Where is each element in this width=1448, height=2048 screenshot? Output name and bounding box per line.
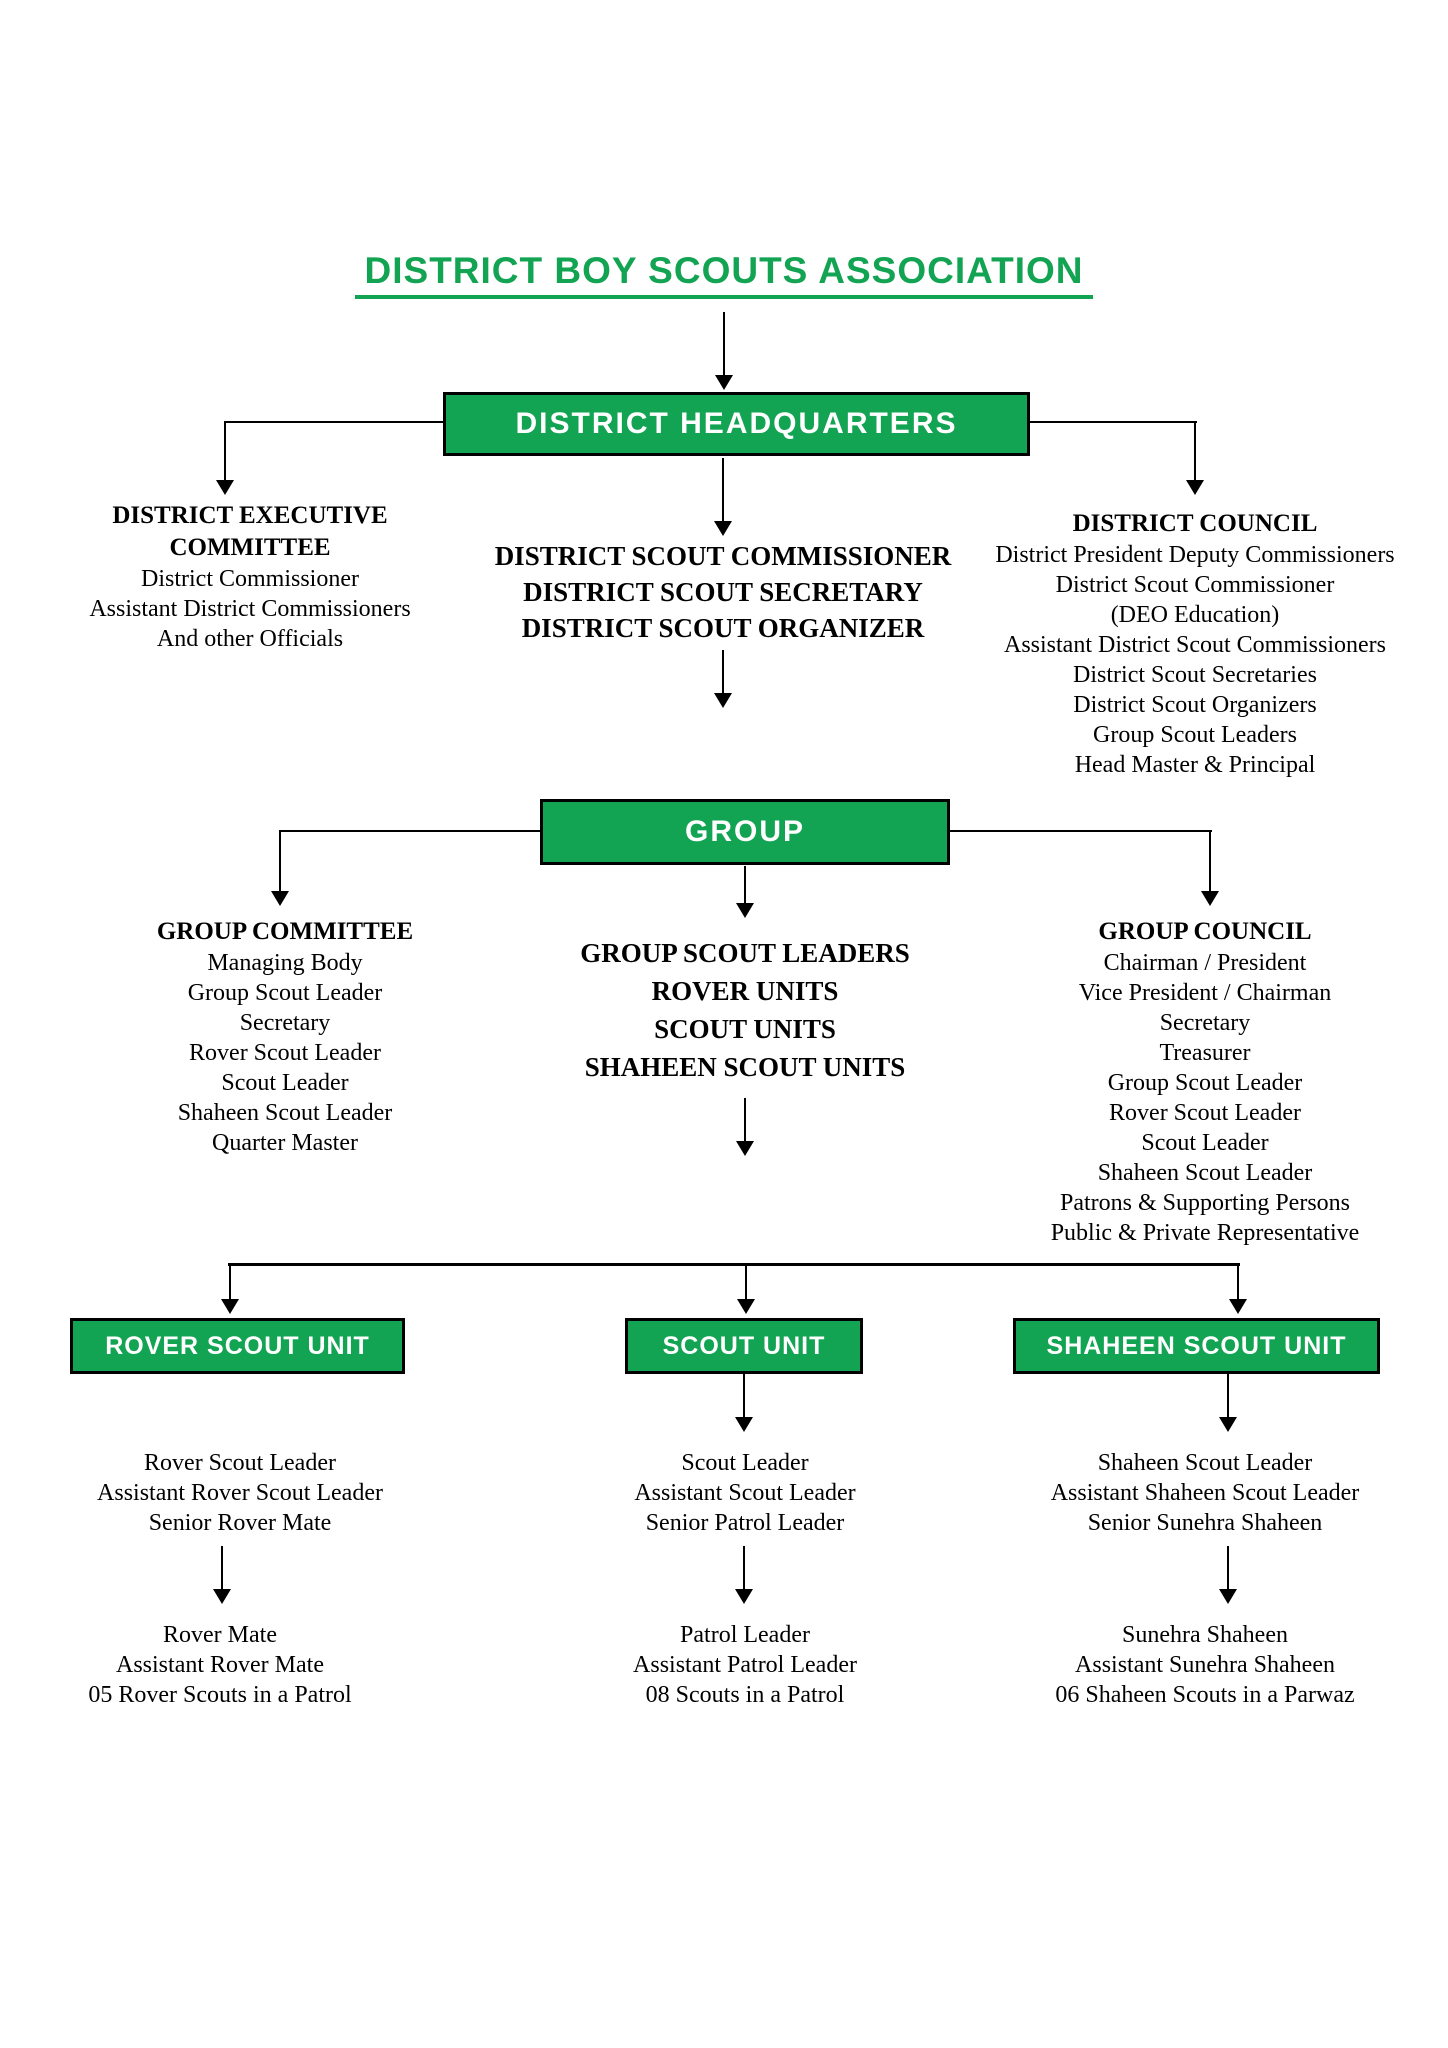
connector-group-left (280, 830, 540, 832)
shaheen-unit-member: Sunehra Shaheen (1122, 1622, 1288, 1648)
group-committee-member: Scout Leader (221, 1070, 349, 1096)
group-committee-member: Rover Scout Leader (189, 1040, 381, 1066)
arrow-to-district-officials (714, 458, 732, 536)
group-council-member: Shaheen Scout Leader (1097, 1160, 1313, 1186)
district-executive-committee-block (40, 500, 460, 654)
arrow-units-to-branches (736, 1098, 754, 1156)
shaheen-unit-leaders-block (990, 1448, 1420, 1538)
scout-unit-leader: Scout Leader (681, 1450, 809, 1476)
shaheen-unit-leader: Assistant Shaheen Scout Leader (1050, 1480, 1360, 1506)
group-council-block (975, 916, 1435, 1248)
scout-unit-label: SCOUT UNIT (662, 1331, 826, 1360)
rover-scout-unit-label: ROVER SCOUT UNIT (105, 1331, 370, 1360)
scout-unit-member: 08 Scouts in a Patrol (645, 1682, 845, 1708)
group-label: GROUP (684, 815, 805, 848)
scout-unit-box (625, 1318, 863, 1374)
group-council-member: Public & Private Representative (1050, 1220, 1360, 1246)
arrow-to-rover-unit (221, 1264, 239, 1314)
shaheen-scout-unit-box (1013, 1318, 1380, 1374)
group-committee-member: Managing Body (207, 950, 363, 976)
group-committee-member: Quarter Master (212, 1130, 358, 1156)
group-unit-role: SHAHEEN SCOUT UNITS (584, 1052, 906, 1082)
arrow-to-district-council (1186, 421, 1204, 495)
group-committee-member: Group Scout Leader (187, 980, 383, 1006)
group-council-member: Patrons & Supporting Persons (1059, 1190, 1350, 1216)
shaheen-unit-leader: Shaheen Scout Leader (1097, 1450, 1313, 1476)
district-council-member: Head Master & Principal (1074, 752, 1316, 778)
group-unit-role: ROVER UNITS (651, 976, 839, 1006)
rover-unit-member: 05 Rover Scouts in a Patrol (88, 1682, 352, 1708)
arrow-to-scout-unit (737, 1264, 755, 1314)
district-executive-committee-heading: DISTRICT EXECUTIVE COMMITTEE (112, 502, 388, 561)
district-council-member: (DEO Education) (1110, 602, 1280, 628)
arrow-shaheen-leaders-to-members (1219, 1546, 1237, 1604)
group-council-member: Chairman / President (1103, 950, 1307, 976)
group-council-member: Vice President / Chairman (1078, 980, 1332, 1006)
group-council-member: Group Scout Leader (1107, 1070, 1303, 1096)
arrow-to-shaheen-unit (1229, 1264, 1247, 1314)
arrow-to-group-council (1201, 830, 1219, 906)
district-officials-block (473, 538, 973, 646)
shaheen-unit-member: Assistant Sunehra Shaheen (1075, 1652, 1335, 1678)
page-title-text: DISTRICT BOY SCOUTS ASSOCIATION (355, 250, 1094, 299)
group-committee-member: Shaheen Scout Leader (177, 1100, 393, 1126)
district-council-member: District Scout Commissioner (1055, 572, 1335, 598)
district-council-member: District Scout Organizers (1073, 692, 1317, 718)
group-units-block (495, 934, 995, 1086)
scout-unit-member: Assistant Patrol Leader (633, 1652, 857, 1678)
group-committee-heading: GROUP COMMITTEE (156, 918, 414, 945)
group-box (540, 799, 950, 865)
district-official-role: DISTRICT SCOUT COMMISSIONER (494, 541, 952, 571)
arrow-shaheen-box-to-leaders (1219, 1374, 1237, 1432)
district-official-role: DISTRICT SCOUT ORGANIZER (521, 613, 925, 643)
rover-unit-member: Rover Mate (163, 1622, 277, 1648)
arrow-title-to-headquarters (715, 312, 733, 390)
rover-unit-leader: Senior Rover Mate (148, 1510, 332, 1536)
district-council-heading: DISTRICT COUNCIL (1072, 510, 1318, 537)
executive-committee-member: Assistant District Commissioners (89, 596, 411, 622)
arrow-rover-leaders-to-members (213, 1546, 231, 1604)
group-council-heading: GROUP COUNCIL (1098, 918, 1312, 945)
connector-headquarters-right (1030, 421, 1197, 423)
shaheen-unit-member: 06 Shaheen Scouts in a Parwaz (1055, 1682, 1355, 1708)
group-council-member: Rover Scout Leader (1109, 1100, 1301, 1126)
arrow-officials-to-group (714, 650, 732, 708)
district-headquarters-label: DISTRICT HEADQUARTERS (515, 407, 958, 440)
group-council-member: Scout Leader (1141, 1130, 1269, 1156)
page-title (0, 250, 1448, 299)
group-committee-member: Secretary (239, 1010, 331, 1036)
shaheen-unit-leader: Senior Sunehra Shaheen (1087, 1510, 1323, 1536)
scout-unit-leader: Senior Patrol Leader (645, 1510, 845, 1536)
connector-group-right (950, 830, 1212, 832)
district-council-block (960, 508, 1430, 780)
group-council-member: Secretary (1159, 1010, 1251, 1036)
arrow-to-group-committee (271, 830, 289, 906)
connector-headquarters-left (225, 421, 443, 423)
arrow-scout-box-to-leaders (735, 1374, 753, 1432)
district-headquarters-box (443, 392, 1030, 456)
group-council-member: Treasurer (1159, 1040, 1251, 1066)
rover-unit-leader: Rover Scout Leader (144, 1450, 336, 1476)
arrow-scout-leaders-to-members (735, 1546, 753, 1604)
arrow-to-executive-committee (216, 421, 234, 495)
group-unit-role: SCOUT UNITS (654, 1014, 836, 1044)
rover-scout-unit-box (70, 1318, 405, 1374)
scout-unit-leader: Assistant Scout Leader (634, 1480, 856, 1506)
group-committee-block (90, 916, 480, 1158)
scout-unit-member: Patrol Leader (680, 1622, 810, 1648)
rover-unit-member: Assistant Rover Mate (116, 1652, 324, 1678)
executive-committee-member: And other Officials (156, 626, 344, 652)
shaheen-scout-unit-label: SHAHEEN SCOUT UNIT (1046, 1331, 1347, 1360)
district-council-member: Assistant District Scout Commissioners (1003, 632, 1386, 658)
rover-unit-leader: Assistant Rover Scout Leader (97, 1480, 383, 1506)
arrow-to-group-units (736, 866, 754, 918)
scout-unit-members-block (545, 1620, 945, 1710)
rover-unit-members-block (20, 1620, 420, 1710)
connector-units (228, 1263, 1240, 1266)
district-council-member: District Scout Secretaries (1073, 662, 1317, 688)
district-council-member: Group Scout Leaders (1093, 722, 1297, 748)
district-council-member: District President Deputy Commissioners (995, 542, 1395, 568)
executive-committee-member: District Commissioner (141, 566, 359, 592)
rover-unit-leaders-block (40, 1448, 440, 1538)
scout-unit-leaders-block (545, 1448, 945, 1538)
group-unit-role: GROUP SCOUT LEADERS (580, 938, 910, 968)
shaheen-unit-members-block (990, 1620, 1420, 1710)
district-official-role: DISTRICT SCOUT SECRETARY (523, 577, 923, 607)
